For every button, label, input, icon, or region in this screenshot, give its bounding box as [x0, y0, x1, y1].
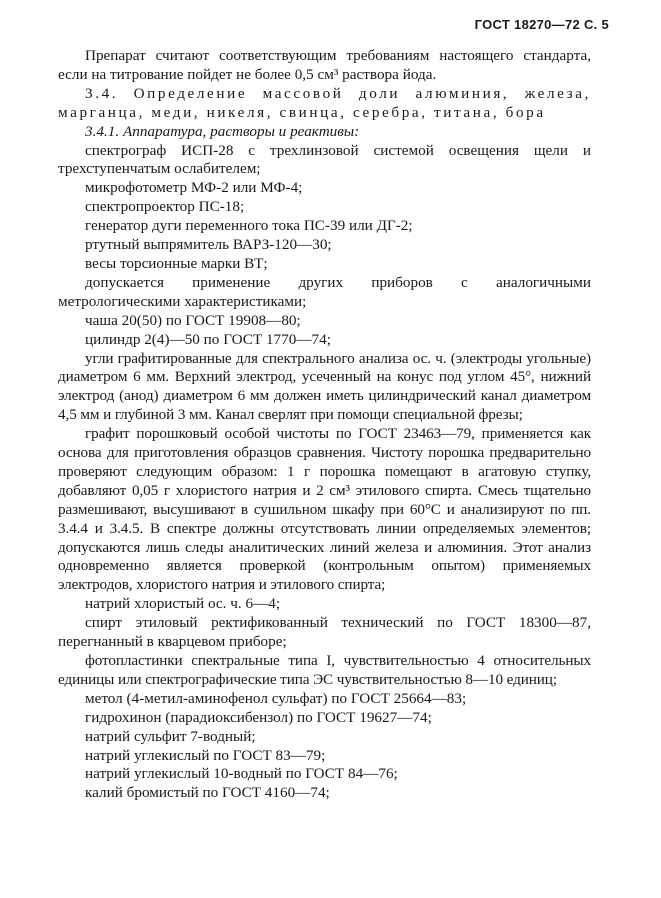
list-item-arc-generator: генератор дуги переменного тока ПС-39 или ДГ-2; — [85, 217, 413, 235]
list-item-torsion-scales: весы торсионные марки ВТ; — [85, 254, 268, 272]
section-heading-3-4: 3.4. Определение массовой доли алюминия, железа, марганца, меди, никеля, свинца, серебра, титана, бора — [58, 84, 591, 121]
running-header: ГОСТ 18270—72 С. 5 — [474, 17, 609, 32]
paragraph-titration-result: Препарат считают соответствующим требованиям настоящего стандарта, если на титрование пойдет не более 0,5 см³ раствора йода. — [58, 47, 591, 83]
list-item-sodium-carbonate-decahydrate: натрий углекислый 10-водный по ГОСТ 84—76; — [85, 765, 398, 783]
subsection-heading-3-4-1: 3.4.1. Аппаратура, растворы и реактивы: — [85, 122, 360, 140]
list-item-other-instruments: допускается применение других приборов с аналогичными метрологическими характеристиками; — [58, 273, 591, 310]
body-text — [58, 47, 591, 803]
list-item-rectifier: ртутный выпрямитель ВАРЗ-120—30; — [85, 236, 332, 254]
list-item-hydroquinone: гидрохинон (парадиоксибензол) по ГОСТ 19627—74; — [85, 708, 432, 726]
list-item-metol: метол (4-метил-аминофенол сульфат) по ГОСТ 25664—83; — [85, 689, 467, 707]
list-item-microphotometer: микрофотометр МФ-2 или МФ-4; — [85, 179, 303, 197]
list-item-graphite-powder: графит порошковый особой чистоты по ГОСТ 23463—79, применяется как основа для приготовления образцов сравнения. Чистоту порошка предварительно проверяют следующим образом: 1 г порошка помещают в агатовую ступку, добавляют 0,05 г хлористого натрия и 2 см³ этилового спирта. Смесь тщательно размешивают, высушивают в сушильном шкафу при 60°С и анализируют по пп. 3.4.4 и 3.4.5. В спектре должны отсутствовать линии определяемых элементов; допускаются лишь следы аналитических линий железа и алюминия. Этот анализ одновременно является проверкой (контрольным опытом) применяемых электродов, хлористого натрия и этилового спирта; — [58, 425, 591, 594]
list-item-spectrograph: спектрограф ИСП-28 с трехлинзовой системой освещения щели и трехступенчатым ослабителем; — [58, 141, 591, 178]
list-item-photoplates: фотопластинки спектральные типа I, чувствительностью 4 относительных единицы или спектрографические типа ЭС чувствительностью 8—10 единиц; — [58, 652, 591, 688]
list-item-sodium-carbonate: натрий углекислый по ГОСТ 83—79; — [85, 746, 326, 764]
list-item-sodium-sulfite: натрий сульфит 7-водный; — [85, 727, 256, 745]
list-item-cylinder: цилиндр 2(4)—50 по ГОСТ 1770—74; — [85, 330, 331, 348]
list-item-graphite-electrodes: угли графитированные для спектрального анализа ос. ч. (электроды угольные) диаметром 6 мм. Верхний электрод, усеченный на конус под углом 45°, нижний электрод (анод) диаметром 6 мм должен иметь цилиндрический канал диаметром 4,5 мм и глубиной 3 мм. Канал сверлят при помощи специальной фрезы; — [58, 349, 591, 424]
list-item-bowl: чаша 20(50) по ГОСТ 19908—80; — [85, 311, 301, 329]
list-item-potassium-bromide: калий бромистый по ГОСТ 4160—74; — [85, 784, 330, 802]
list-item-sodium-chloride: натрий хлористый ос. ч. 6—4; — [85, 595, 281, 613]
list-item-spectroprojector: спектропроектор ПС-18; — [85, 198, 245, 216]
list-item-ethyl-alcohol: спирт этиловый ректификованный технический по ГОСТ 18300—87, перегнанный в кварцевом приборе; — [58, 614, 591, 651]
